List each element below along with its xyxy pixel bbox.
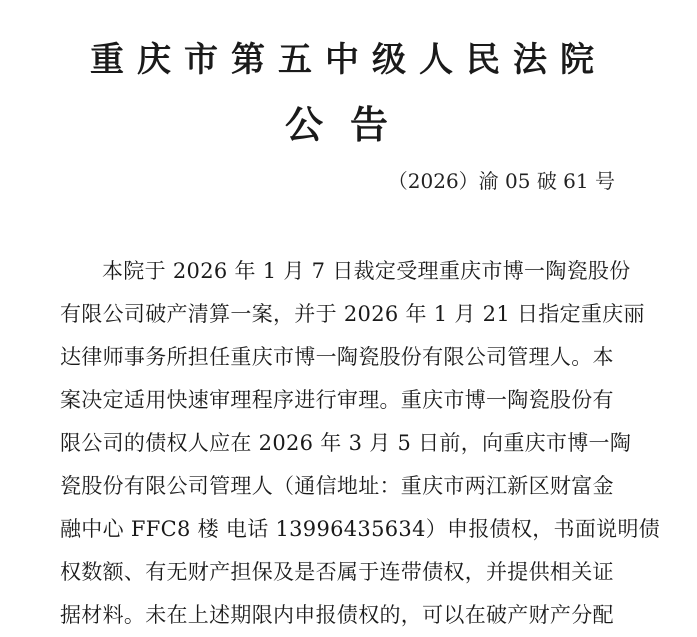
- body-line: 权数额、有无财产担保及是否属于连带债权，并提供相关证: [60, 560, 614, 584]
- document-title: 公告: [285, 102, 416, 147]
- notice-body: [60, 250, 661, 637]
- body-line: 融中心 FFC8 楼 电话 13996435634）申报债权，书面说明债: [60, 517, 661, 541]
- body-line: 达律师事务所担任重庆市博一陶瓷股份有限公司管理人。本: [60, 345, 614, 369]
- body-line: 限公司的债权人应在 2026 年 3 月 5 日前，向重庆市博一陶: [60, 431, 632, 455]
- case-number: （2026）渝 05 破 61 号: [387, 169, 615, 193]
- body-line: 案决定适用快速审理程序进行审理。重庆市博一陶瓷股份有: [60, 388, 614, 412]
- body-line: 本院于 2026 年 1 月 7 日裁定受理重庆市博一陶瓷股份: [102, 259, 631, 283]
- body-line: 有限公司破产清算一案，并于 2026 年 1 月 21 日指定重庆丽: [60, 302, 645, 326]
- court-name: 重庆市第五中级人民法院: [90, 40, 607, 80]
- body-line: 瓷股份有限公司管理人（通信地址：重庆市两江新区财富金: [60, 474, 614, 498]
- body-line: 据材料。未在上述期限内申报债权的，可以在破产财产分配: [60, 603, 614, 627]
